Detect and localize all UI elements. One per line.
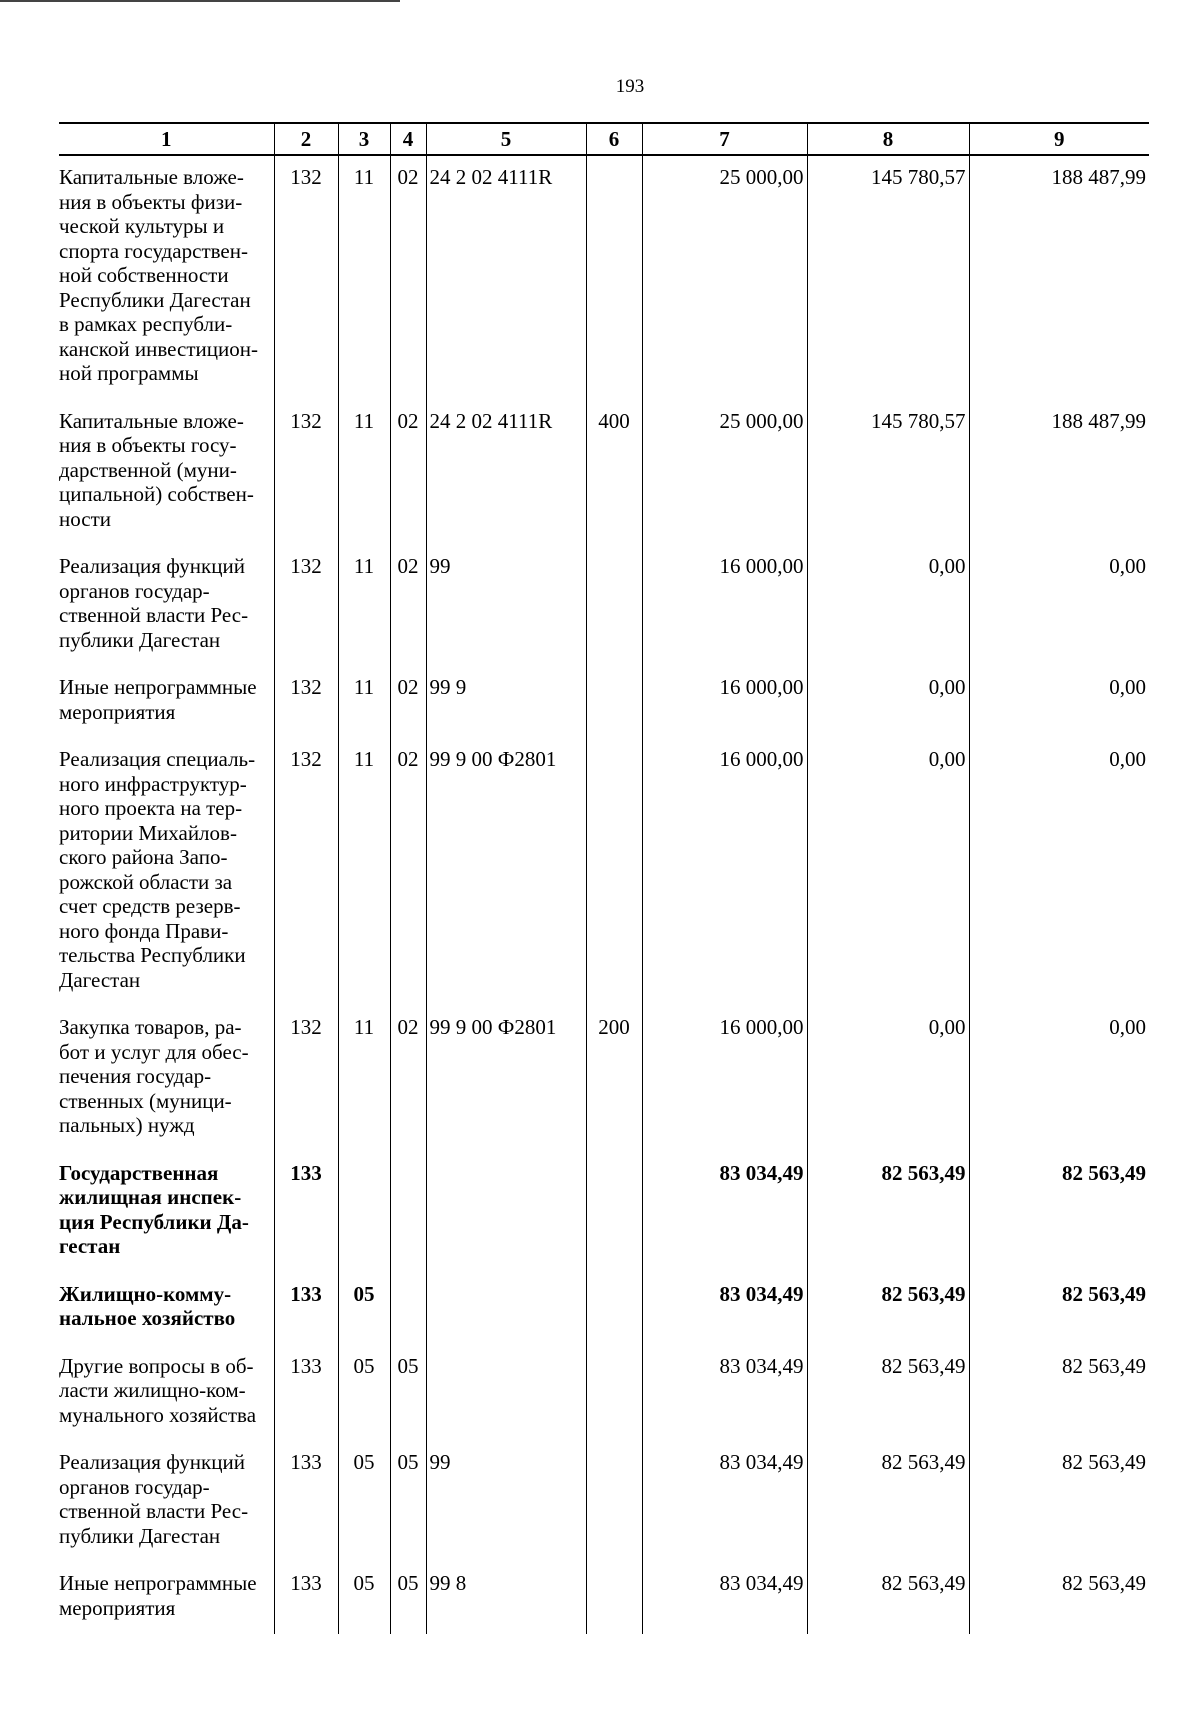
amount-col7-cell: 16 000,00	[642, 545, 807, 666]
row-name-line: ной собственности	[59, 263, 229, 287]
amount-col9-cell: 82 563,49	[969, 1273, 1149, 1345]
amount-col7-cell: 83 034,49	[642, 1273, 807, 1345]
row-name-line: счет средств резерв-	[59, 894, 241, 918]
amount-col8-cell: 0,00	[807, 666, 969, 738]
table-row	[59, 1441, 1149, 1562]
expense-type-cell	[586, 1441, 642, 1562]
expense-type-cell	[586, 1345, 642, 1442]
row-name-cell	[59, 1345, 274, 1442]
row-name-line: мероприятия	[59, 699, 176, 724]
table-row	[59, 738, 1149, 1006]
expense-type-cell	[586, 1273, 642, 1345]
row-name-line: мунального хозяйства	[59, 1402, 257, 1427]
table-row	[59, 1273, 1149, 1345]
row-name-line: Капитальные вложе-	[59, 408, 244, 433]
row-name-line: ного фонда Прави-	[59, 918, 229, 943]
expense-type-cell: 400	[586, 400, 642, 546]
section-code-cell: 11	[338, 666, 390, 738]
row-name-cell	[59, 400, 274, 546]
amount-col7-cell: 16 000,00	[642, 738, 807, 1006]
amount-col9-cell: 82 563,49	[969, 1152, 1149, 1273]
row-name-line: канской инвестицион-	[59, 336, 258, 361]
section-code-cell: 05	[338, 1562, 390, 1634]
amount-col9-cell: 82 563,49	[969, 1562, 1149, 1634]
row-name-line: Жилищно-комму-	[59, 1281, 232, 1306]
amount-col9-cell: 0,00	[969, 545, 1149, 666]
row-name-line: Реализация функций	[59, 554, 245, 578]
row-name-line: Капитальные вложе-	[59, 165, 244, 189]
section-code-cell: 05	[338, 1345, 390, 1442]
target-article-cell	[426, 1152, 586, 1273]
subsection-code-cell: 02	[390, 155, 426, 400]
budget-table	[59, 122, 1149, 1634]
section-code-cell: 05	[338, 1273, 390, 1345]
row-name-line: органов государ-	[59, 1474, 210, 1499]
row-name-line: Реализация специаль-	[59, 747, 256, 771]
row-name-line: ласти жилищно-ком-	[59, 1378, 246, 1402]
admin-code-cell: 133	[274, 1273, 338, 1345]
amount-col7-cell: 25 000,00	[642, 155, 807, 400]
header-cell-4: 4	[390, 123, 426, 155]
subsection-code-cell: 05	[390, 1441, 426, 1562]
table-row	[59, 666, 1149, 738]
header-cell-2: 2	[274, 123, 338, 155]
amount-col9-cell: 188 487,99	[969, 400, 1149, 546]
row-name-line: ния в объекты физи-	[59, 189, 243, 214]
amount-col9-cell: 0,00	[969, 666, 1149, 738]
row-name-line: бот и услуг для обес-	[59, 1039, 249, 1064]
row-name-line: ного проекта на тер-	[59, 796, 243, 820]
amount-col9-cell: 188 487,99	[969, 155, 1149, 400]
target-article-cell: 99 9 00 Ф2801	[426, 1006, 586, 1152]
header-cell-3: 3	[338, 123, 390, 155]
amount-col9-cell: 82 563,49	[969, 1441, 1149, 1562]
admin-code-cell: 132	[274, 545, 338, 666]
subsection-code-cell: 05	[390, 1345, 426, 1442]
row-name-line: ния в объекты госу-	[59, 433, 237, 457]
table-row	[59, 1006, 1149, 1152]
row-name-line: печения государ-	[59, 1064, 212, 1088]
row-name-line: Другие вопросы в об-	[59, 1353, 254, 1378]
target-article-cell: 99 9 00 Ф2801	[426, 738, 586, 1006]
admin-code-cell: 133	[274, 1562, 338, 1634]
header-row	[59, 123, 1149, 155]
section-code-cell: 11	[338, 738, 390, 1006]
subsection-code-cell: 02	[390, 666, 426, 738]
row-name-line: ритории Михайлов-	[59, 820, 237, 845]
row-name-line: дарственной (муни-	[59, 457, 237, 482]
row-name-line: ного инфраструктур-	[59, 771, 247, 796]
row-name-line: ческой культуры и	[59, 214, 225, 238]
expense-type-cell	[586, 545, 642, 666]
table-row	[59, 155, 1149, 400]
amount-col7-cell: 16 000,00	[642, 1006, 807, 1152]
header-cell-7: 7	[642, 123, 807, 155]
row-name-line: Реализация функций	[59, 1450, 245, 1474]
row-name-line: ности	[59, 506, 111, 531]
subsection-code-cell: 02	[390, 738, 426, 1006]
row-name-line: в рамках республи-	[59, 312, 233, 336]
section-code-cell	[338, 1152, 390, 1273]
expense-type-cell	[586, 1152, 642, 1273]
amount-col8-cell: 0,00	[807, 738, 969, 1006]
row-name-line: пальных) нужд	[59, 1113, 195, 1137]
table-body	[59, 155, 1149, 1634]
row-name-line: мероприятия	[59, 1595, 176, 1620]
expense-type-cell	[586, 666, 642, 738]
section-code-cell: 11	[338, 400, 390, 546]
target-article-cell: 24 2 02 4111R	[426, 155, 586, 400]
amount-col8-cell: 82 563,49	[807, 1562, 969, 1634]
amount-col8-cell: 82 563,49	[807, 1273, 969, 1345]
row-name-cell	[59, 1152, 274, 1273]
row-name-line: ципальной) собствен-	[59, 482, 254, 506]
row-name-line: Иные непрограммные	[59, 1571, 257, 1595]
row-name-line: рожской области за	[59, 869, 233, 894]
row-name-line: публики Дагестан	[59, 627, 221, 652]
admin-code-cell: 132	[274, 666, 338, 738]
subsection-code-cell: 02	[390, 545, 426, 666]
expense-type-cell	[586, 1562, 642, 1634]
row-name-line: Иные непрограммные	[59, 675, 257, 699]
amount-col7-cell: 83 034,49	[642, 1345, 807, 1442]
target-article-cell: 99	[426, 1441, 586, 1562]
row-name-cell	[59, 155, 274, 400]
row-name-cell	[59, 738, 274, 1006]
row-name-line: нальное хозяйство	[59, 1306, 236, 1330]
amount-col7-cell: 83 034,49	[642, 1441, 807, 1562]
amount-col8-cell: 145 780,57	[807, 155, 969, 400]
amount-col9-cell: 0,00	[969, 1006, 1149, 1152]
row-name-cell	[59, 1441, 274, 1562]
header-cell-9: 9	[969, 123, 1149, 155]
row-name-line: публики Дагестан	[59, 1523, 221, 1548]
table-row	[59, 1562, 1149, 1634]
row-name-line: ственной власти Рес-	[59, 1499, 249, 1523]
row-name-line: ция Республики Да-	[59, 1209, 249, 1234]
expense-type-cell: 200	[586, 1006, 642, 1152]
row-name-line: ной программы	[59, 361, 199, 385]
section-code-cell: 11	[338, 1006, 390, 1152]
row-name-cell	[59, 545, 274, 666]
target-article-cell: 99	[426, 545, 586, 666]
row-name-line: ского района Запо-	[59, 845, 228, 869]
admin-code-cell: 132	[274, 738, 338, 1006]
expense-type-cell	[586, 155, 642, 400]
header-cell-5: 5	[426, 123, 586, 155]
target-article-cell	[426, 1345, 586, 1442]
header-cell-6: 6	[586, 123, 642, 155]
subsection-code-cell	[390, 1273, 426, 1345]
row-name-cell	[59, 1273, 274, 1345]
table-row	[59, 1345, 1149, 1442]
row-name-line: Дагестан	[59, 967, 141, 992]
table-row	[59, 545, 1149, 666]
row-name-line: Закупка товаров, ра-	[59, 1015, 242, 1039]
amount-col9-cell: 82 563,49	[969, 1345, 1149, 1442]
row-name-line: тельства Республики	[59, 943, 246, 967]
page-number: 193	[615, 76, 645, 97]
subsection-code-cell	[390, 1152, 426, 1273]
expense-type-cell	[586, 738, 642, 1006]
admin-code-cell: 133	[274, 1152, 338, 1273]
amount-col7-cell: 83 034,49	[642, 1152, 807, 1273]
admin-code-cell: 133	[274, 1441, 338, 1562]
section-code-cell: 11	[338, 545, 390, 666]
amount-col8-cell: 0,00	[807, 1006, 969, 1152]
header-cell-8: 8	[807, 123, 969, 155]
scan-edge-line	[0, 0, 400, 2]
amount-col7-cell: 25 000,00	[642, 400, 807, 546]
amount-col7-cell: 16 000,00	[642, 666, 807, 738]
row-name-cell	[59, 1562, 274, 1634]
amount-col9-cell: 0,00	[969, 738, 1149, 1006]
amount-col8-cell: 82 563,49	[807, 1345, 969, 1442]
admin-code-cell: 132	[274, 155, 338, 400]
admin-code-cell: 132	[274, 400, 338, 546]
table-row	[59, 1152, 1149, 1273]
row-name-cell	[59, 666, 274, 738]
section-code-cell: 11	[338, 155, 390, 400]
admin-code-cell: 132	[274, 1006, 338, 1152]
amount-col8-cell: 82 563,49	[807, 1441, 969, 1562]
header-cell-1: 1	[59, 123, 274, 155]
target-article-cell	[426, 1273, 586, 1345]
table-row	[59, 400, 1149, 546]
amount-col8-cell: 0,00	[807, 545, 969, 666]
subsection-code-cell: 05	[390, 1562, 426, 1634]
target-article-cell: 99 8	[426, 1562, 586, 1634]
subsection-code-cell: 02	[390, 400, 426, 546]
row-name-line: гестан	[59, 1234, 121, 1258]
amount-col7-cell: 83 034,49	[642, 1562, 807, 1634]
subsection-code-cell: 02	[390, 1006, 426, 1152]
amount-col8-cell: 82 563,49	[807, 1152, 969, 1273]
target-article-cell: 24 2 02 4111R	[426, 400, 586, 546]
row-name-line: органов государ-	[59, 578, 210, 603]
row-name-line: спорта государствен-	[59, 238, 248, 263]
row-name-cell	[59, 1006, 274, 1152]
row-name-line: Государственная	[59, 1160, 219, 1185]
section-code-cell: 05	[338, 1441, 390, 1562]
row-name-line: Республики Дагестан	[59, 287, 251, 312]
row-name-line: ственных (муници-	[59, 1088, 232, 1113]
admin-code-cell: 133	[274, 1345, 338, 1442]
amount-col8-cell: 145 780,57	[807, 400, 969, 546]
target-article-cell: 99 9	[426, 666, 586, 738]
row-name-line: ственной власти Рес-	[59, 603, 249, 627]
row-name-line: жилищная инспек-	[59, 1185, 242, 1209]
